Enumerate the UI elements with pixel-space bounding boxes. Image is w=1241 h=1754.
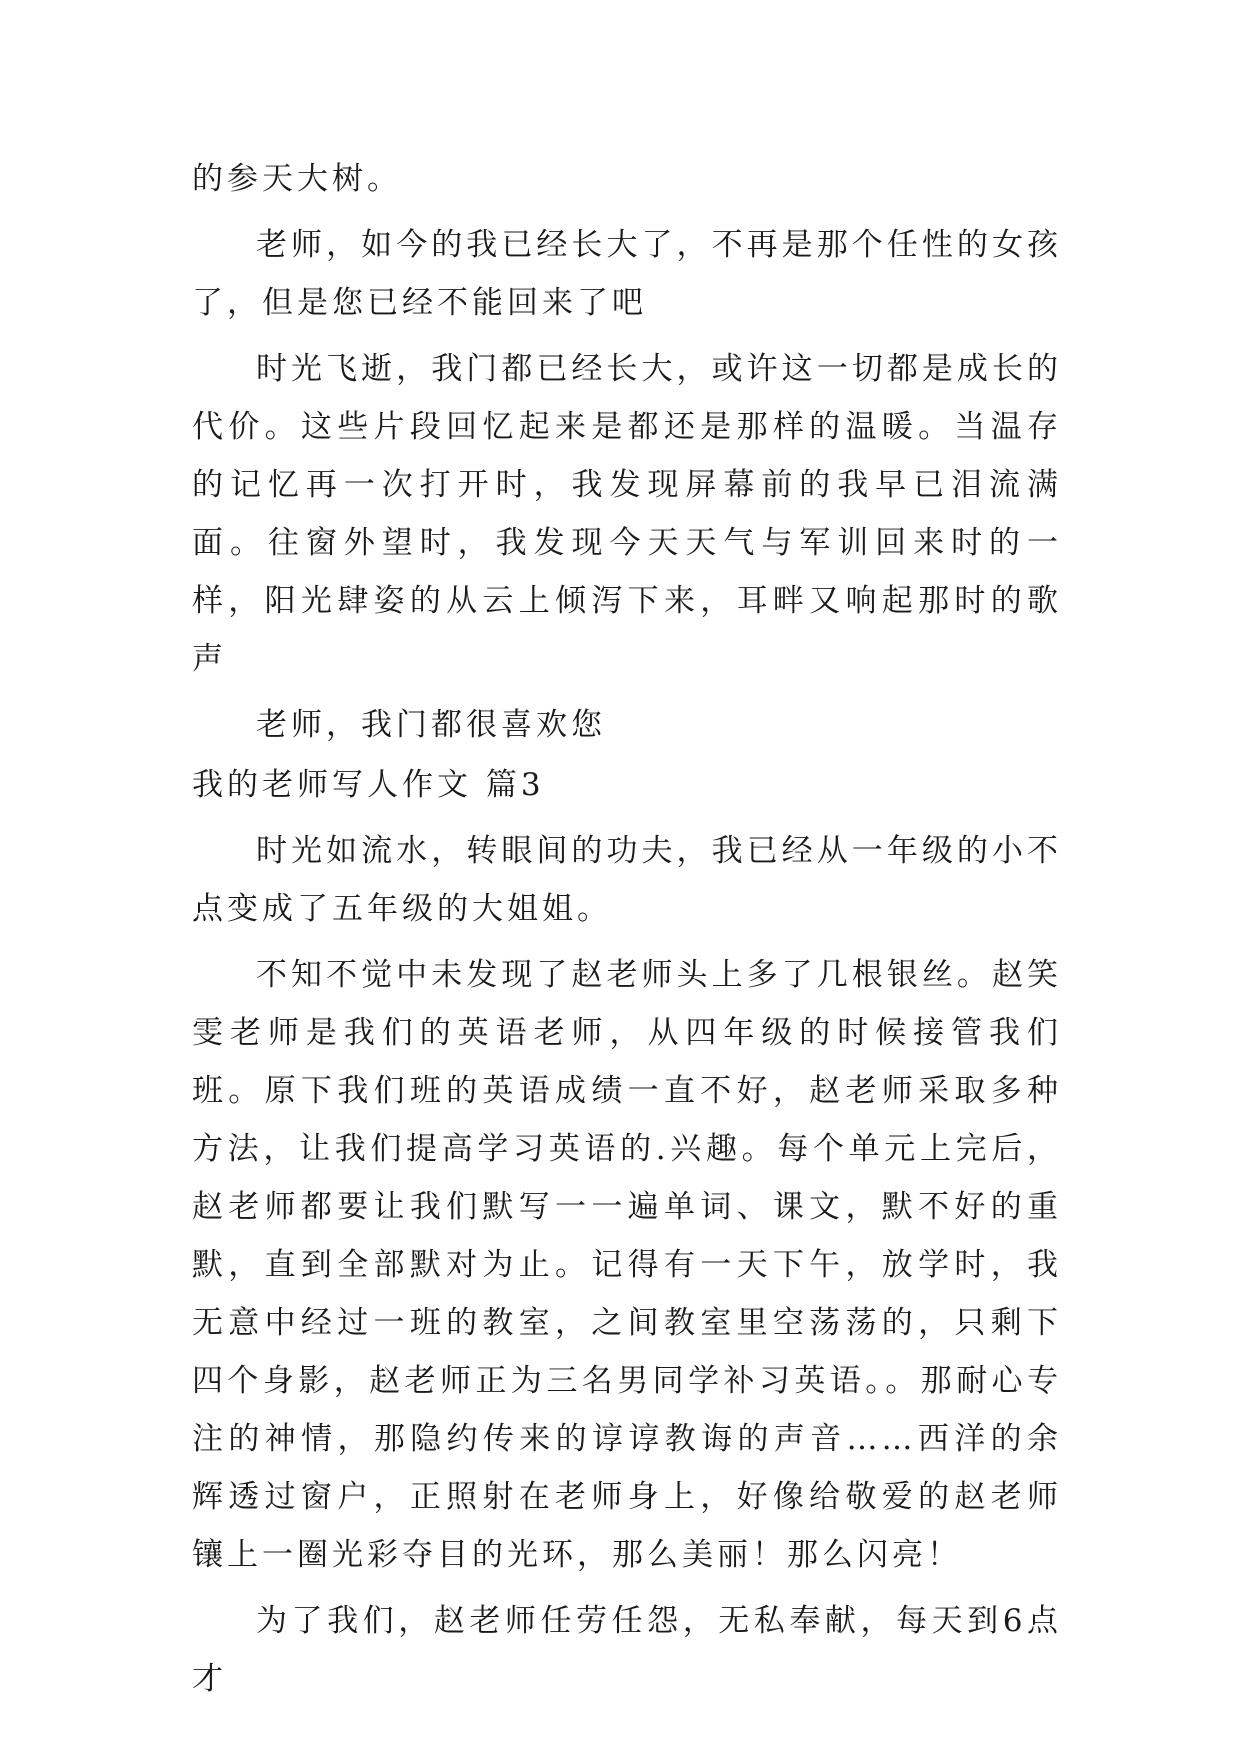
paragraph-continuation: 的参天大树。 [192, 161, 402, 197]
paragraph: 时光如流水，转眼间的功夫，我已经从一年级的小不点变成了五年级的大姐姐。 [192, 833, 1062, 927]
paragraph: 老师，我门都很喜欢您 [256, 707, 606, 743]
section-heading: 我的老师写人作文 篇3 [192, 767, 545, 803]
document-body [192, 150, 1062, 1708]
paragraph: 为了我们，赵老师任劳任怨，无私奉献，每天到6点才 [192, 1603, 1062, 1697]
paragraph: 老师，如今的我已经长大了，不再是那个任性的女孩了，但是您已经不能回来了吧 [192, 227, 1062, 321]
paragraph: 不知不觉中未发现了赵老师头上多了几根银丝。赵笑雯老师是我们的英语老师，从四年级的时候接管我们班。原下我们班的英语成绩一直不好，赵老师采取多种方法，让我们提高学习英语的.兴趣。每个单元上完后，赵老师都要让我们默写一一遍单词、课文，默不好的重默，直到全部默对为止。记得有一天下午，放学时，我无意中经过一班的教室，之间教室里空荡荡的，只剩下四个身影，赵老师正为三名男同学补习英语。。那耐心专注的神情，那隐约传来的谆谆教诲的声音……西洋的余辉透过窗户，正照射在老师身上，好像给敬爱的赵老师镶上一圈光彩夺目的光环，那么美丽！那么闪亮！ [192, 957, 1062, 1573]
paragraph: 时光飞逝，我门都已经长大，或许这一切都是成长的代价。这些片段回忆起来是都还是那样的温暖。当温存的记忆再一次打开时，我发现屏幕前的我早已泪流满面。往窗外望时，我发现今天天气与军训回来时的一样，阳光肆姿的从云上倾泻下来，耳畔又响起那时的歌声 [192, 351, 1062, 677]
